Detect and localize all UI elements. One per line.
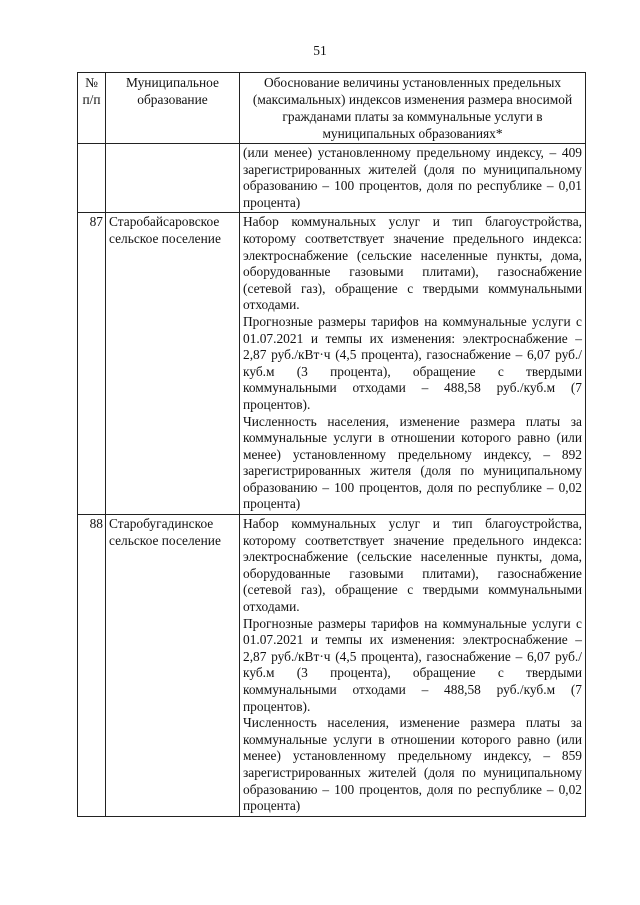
justification-paragraph: Численность населения, изменение размера платы за коммунальные услуги в отношении которого равно (или менее) установленному предельному индексу, – 859 зарегистрированных жителей (доля по муниципальному образованию – 100 процентов, доля по республике – 0,02 процента)	[243, 715, 582, 814]
header-justification: Обоснование величины установленных предельных (максимальных) индексов изменения размера вносимой гражданами платы за коммунальные услуги в муниципальных образованиях*	[240, 73, 586, 144]
row-justification	[240, 213, 586, 515]
table-row	[78, 144, 586, 213]
table-row	[78, 213, 586, 515]
justification-paragraph: Прогнозные размеры тарифов на коммунальные услуги с 01.07.2021 и темпы их изменения: электроснабжение – 2,87 руб./кВт·ч (4,5 процента), газоснабжение – 6,07 руб./куб.м (3 процента), обращение с твердыми коммунальными отходами – 488,58 руб./куб.м (7 процентов).	[243, 313, 582, 412]
justification-paragraph: Прогнозные размеры тарифов на коммунальные услуги с 01.07.2021 и темпы их изменения: электроснабжение – 2,87 руб./кВт·ч (4,5 процента), газоснабжение – 6,07 руб./куб.м (3 процента), обращение с твердыми коммунальными отходами – 488,58 руб./куб.м (7 процентов).	[243, 615, 582, 714]
page-number: 51	[313, 43, 327, 58]
justification-paragraph: Набор коммунальных услуг и тип благоустройства, которому соответствует значение предельного индекса: электроснабжение (сельские населенные пункты, дома, оборудованные газовыми плитами), газоснабжение (сетевой газ), обращение с твердыми коммунальными отходами.	[243, 214, 582, 313]
justification-paragraph: (или менее) установленному предельному индексу, – 409 зарегистрированных жителей (доля по муниципальному образованию – 100 процентов, доля по республике – 0,01 процента)	[243, 145, 582, 210]
header-num: № п/п	[78, 73, 106, 144]
row-number: 88	[78, 515, 106, 817]
row-number: 87	[78, 213, 106, 515]
justification-paragraph: Численность населения, изменение размера платы за коммунальные услуги в отношении которого равно (или менее) установленному предельному индексу, – 892 зарегистрированных жителя (доля по муниципальному образованию – 100 процентов, доля по республике – 0,02 процента)	[243, 413, 582, 512]
table-header-row	[78, 73, 586, 144]
table-row	[78, 515, 586, 817]
row-municipality	[106, 144, 240, 213]
tariff-table	[77, 72, 586, 817]
row-municipality: Старобугадинское сельское поселение	[106, 515, 240, 817]
header-municipality: Муниципальное образование	[106, 73, 240, 144]
row-justification	[240, 144, 586, 213]
justification-paragraph: Набор коммунальных услуг и тип благоустройства, которому соответствует значение предельного индекса: электроснабжение (сельские населенные пункты, дома, оборудованные газовыми плитами), газоснабжение (сетевой газ), обращение с твердыми коммунальными отходами.	[243, 516, 582, 615]
row-justification	[240, 515, 586, 817]
row-number	[78, 144, 106, 213]
row-municipality: Старобайсаровское сельское поселение	[106, 213, 240, 515]
